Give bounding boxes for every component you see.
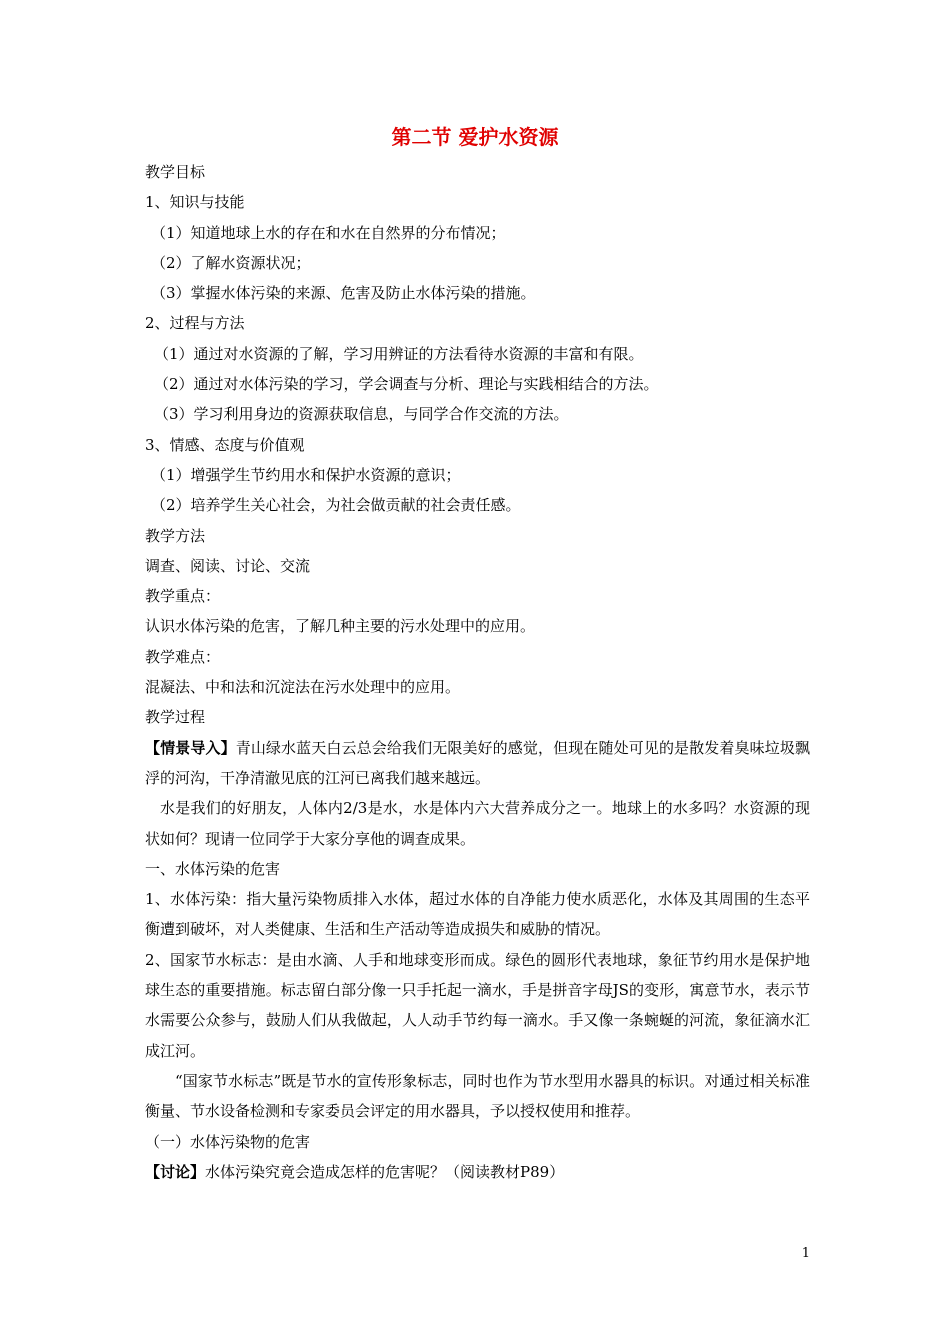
page-number: 1 [801, 1246, 810, 1261]
list-item: （1）增强学生节约用水和保护水资源的意识； [151, 465, 461, 484]
list-item: （2）了解水资源状况； [151, 253, 311, 272]
heading-knowledge-skills: 1、知识与技能 [145, 193, 245, 212]
list-item: （1）知道地球上水的存在和水在自然界的分布情况； [151, 223, 506, 242]
heading-teaching-methods: 教学方法 [145, 526, 206, 545]
pollution-definition: 1、水体污染：指大量污染物质排入水体，超过水体的自净能力使水质恶化，水体及其周围的生态平衡遭到破坏，对人类健康、生活和生产活动等造成损失和威胁的情况。 [145, 890, 810, 939]
heading-process-methods: 2、过程与方法 [145, 314, 245, 333]
heading-teaching-process: 教学过程 [145, 708, 206, 727]
discussion-line [145, 1157, 810, 1187]
difficulties-text: 混凝法、中和法和沉淀法在污水处理中的应用。 [145, 678, 461, 697]
heading-difficulties: 教学难点： [145, 647, 221, 666]
page-title: 第二节 爱护水资源 [391, 125, 559, 149]
list-item: （3）掌握水体污染的来源、危害及防止水体污染的措施。 [151, 284, 536, 303]
subsection-heading: （一）水体污染物的危害 [145, 1132, 311, 1151]
heading-teaching-goals: 教学目标 [145, 163, 206, 181]
list-item: （3）学习利用身边的资源获取信息，与同学合作交流的方法。 [154, 405, 569, 424]
logo-usage-paragraph: “国家节水标志”既是节水的宣传形象标志，同时也作为节水型用水器具的标识。对通过相关标准衡量、节水设备检测和专家委员会评定的用水器具，予以授权使用和推荐。 [145, 1071, 810, 1121]
logo-description: 2、国家节水标志：是由水滴、人手和地球变形而成。绿色的圆形代表地球，象征节约用水是保护地球生态的重要措施。标志留白部分像一只手托起一滴水，手是拼音字母JS的变形，寓意节水，表示节水需要公众参与，鼓励人们从我做起，人人动手节约每一滴水。手又像一条蜿蜒的河流，象征滴水汇成江河。 [145, 950, 810, 1060]
intro-tag: 【情景导入】 [145, 738, 236, 757]
intro-paragraph [145, 733, 810, 794]
water-paragraph: 水是我们的好朋友，人体内2/3是水，水是体内六大营养成分之一。地球上的水多吗？水资源的现状如何？现请一位同学于大家分享他的调查成果。 [145, 799, 810, 848]
heading-key-points: 教学重点： [145, 587, 221, 606]
discussion-text: 水体污染究竟会造成怎样的危害呢？（阅读教材P89） [205, 1162, 565, 1181]
list-item: （2）通过对水体污染的学习，学会调查与分析、理论与实践相结合的方法。 [154, 375, 659, 394]
key-points-text: 认识水体污染的危害，了解几种主要的污水处理中的应用。 [145, 617, 536, 636]
discussion-tag: 【讨论】 [145, 1162, 206, 1181]
heading-values: 3、情感、态度与价值观 [145, 435, 305, 454]
document-body [145, 157, 810, 1187]
list-item: （1）通过对水资源的了解，学习用辨证的方法看待水资源的丰富和有限。 [154, 344, 644, 363]
section-heading: 一、水体污染的危害 [145, 859, 281, 878]
list-item: （2）培养学生关心社会，为社会做贡献的社会责任感。 [151, 496, 521, 515]
teaching-methods-text: 调查、阅读、讨论、交流 [145, 556, 311, 575]
intro-text: 青山绿水蓝天白云总会给我们无限美好的感觉，但现在随处可见的是散发着臭味垃圾飘浮的河沟，干净清澈见底的江河已离我们越来越远。 [145, 738, 810, 787]
